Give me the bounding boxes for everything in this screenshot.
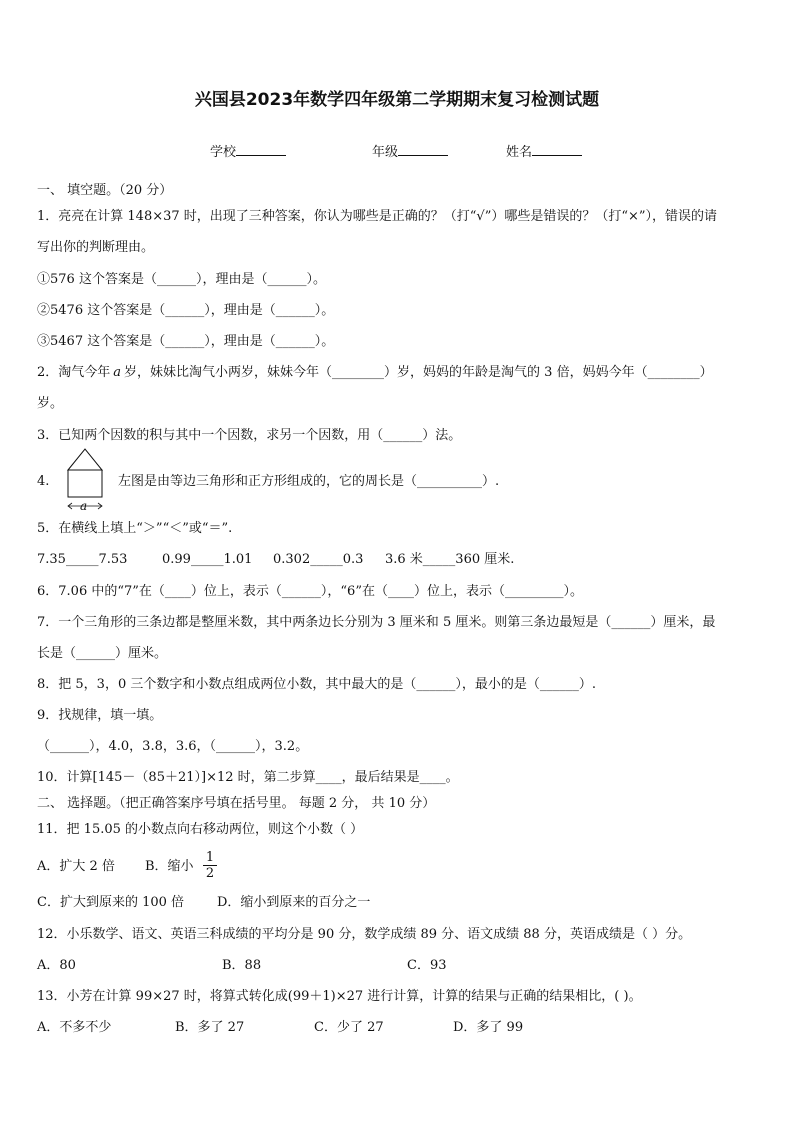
q6-text: 6．7.06 中的“7”在（____）位上，表示（______），“6”在（____）位上，表示（_________）。 (37, 584, 583, 599)
grade-blank[interactable] (398, 142, 448, 156)
q2-variable: a (113, 365, 122, 380)
name-blank[interactable] (532, 142, 582, 156)
q13-option-b: B．多了 27 (175, 1020, 245, 1035)
q2-line2: 岁。 (37, 396, 64, 411)
q3-text: 3．已知两个因数的积与其中一个因数，求另一个因数，用（______）法。 (37, 428, 462, 443)
page-title: 兴国县2023年数学四年级第二学期期末复习检测试题 (194, 90, 600, 110)
q10-text: 10．计算[145－（85＋21）]×12 时，第二步算____，最后结果是____。 (37, 770, 459, 785)
q13-text: 13．小芳在计算 99×27 时，将算式转化成(99＋1)×27 进行计算，计算的结果与正确的结果相比，( )。 (37, 989, 642, 1004)
q12-text: 12．小乐数学、语文、英语三科成绩的平均分是 90 分，数学成绩 89 分、语文成绩 88 分，英语成绩是（ ）分。 (37, 927, 692, 942)
q11-option-d: D．缩小到原来的百分之一 (217, 895, 371, 910)
q1-option2: ②5476 这个答案是（______），理由是（______）。 (37, 303, 335, 318)
q5-item1: 7.35_____7.53 (37, 552, 128, 567)
triangle-shape (68, 449, 102, 470)
grade-field[interactable] (372, 142, 448, 161)
name-label: 姓名 (506, 145, 533, 160)
q2-prefix: 2．淘气今年 (37, 365, 111, 380)
q4-text: 左图是由等边三角形和正方形组成的，它的周长是（__________）. (118, 474, 500, 489)
q7-line1: 7．一个三角形的三条边都是整厘米数，其中两条边长分别为 3 厘米和 5 厘米。则第三条边最短是（______）厘米，最 (37, 615, 716, 630)
school-field[interactable] (210, 142, 286, 161)
q9-line2: （______），4.0，3.8，3.6，（______），3.2。 (37, 739, 309, 754)
name-field[interactable] (506, 142, 582, 161)
section1-heading: 一、 填空题。（20 分） (37, 183, 173, 198)
q1-line1: 1．亮亮在计算 148×37 时，出现了三种答案，你认为哪些是正确的？（打“√”）哪些是错误的？（打“×”），错误的请 (37, 209, 718, 224)
fraction-denominator: 2 (205, 866, 215, 881)
fraction-one-half (203, 850, 217, 881)
square-shape (68, 470, 102, 497)
q13-option-a: A．不多不少 (37, 1020, 112, 1035)
q1-option3: ③5467 这个答案是（______），理由是（______）。 (37, 334, 335, 349)
q11-option-a: A．扩大 2 倍 (37, 859, 115, 874)
q5-line1: 5．在横线上填上“＞”“＜”或“＝”. (37, 521, 233, 536)
school-label: 学校 (210, 145, 237, 160)
q5-item3: 0.302_____0.3 (273, 552, 364, 567)
q11-option-b: B．缩小 (145, 859, 194, 874)
section2-heading: 二、 选择题。（把正确答案序号填在括号里。 每题 2 分， 共 10 分） (37, 796, 436, 811)
q7-line2: 长是（______）厘米。 (37, 646, 168, 661)
side-length-label: a (80, 499, 88, 513)
q12-option-a: A．80 (37, 958, 76, 973)
q1-line2: 写出你的判断理由。 (37, 240, 155, 255)
q1-option1: ①576 这个答案是（______），理由是（______）。 (37, 272, 326, 287)
q12-option-c: C．93 (407, 958, 447, 973)
q5-item2: 0.99_____1.01 (162, 552, 253, 567)
q4-number: 4. (37, 474, 50, 489)
q13-option-d: D．多了 99 (453, 1020, 524, 1035)
q11-text: 11．把 15.05 的小数点向右移动两位，则这个小数（ ） (37, 822, 364, 837)
q5-item4: 3.6 米_____360 厘米. (385, 552, 515, 567)
q2-line1 (37, 365, 713, 381)
grade-label: 年级 (372, 145, 399, 160)
q13-option-c: C．少了 27 (314, 1020, 384, 1035)
q9-line1: 9．找规律，填一填。 (37, 708, 163, 723)
q12-option-b: B．88 (222, 958, 262, 973)
q2-suffix: 岁，妹妹比淘气小两岁，妹妹今年（________）岁，妈妈的年龄是淘气的 3 倍，妈妈今年（________） (124, 365, 713, 380)
q11-option-c: C．扩大到原来的 100 倍 (37, 895, 185, 910)
school-blank[interactable] (236, 142, 286, 156)
q8-text: 8．把 5，3，0 三个数字和小数点组成两位小数，其中最大的是（______），最小的是（______）. (37, 677, 596, 692)
fraction-numerator: 1 (203, 850, 217, 866)
